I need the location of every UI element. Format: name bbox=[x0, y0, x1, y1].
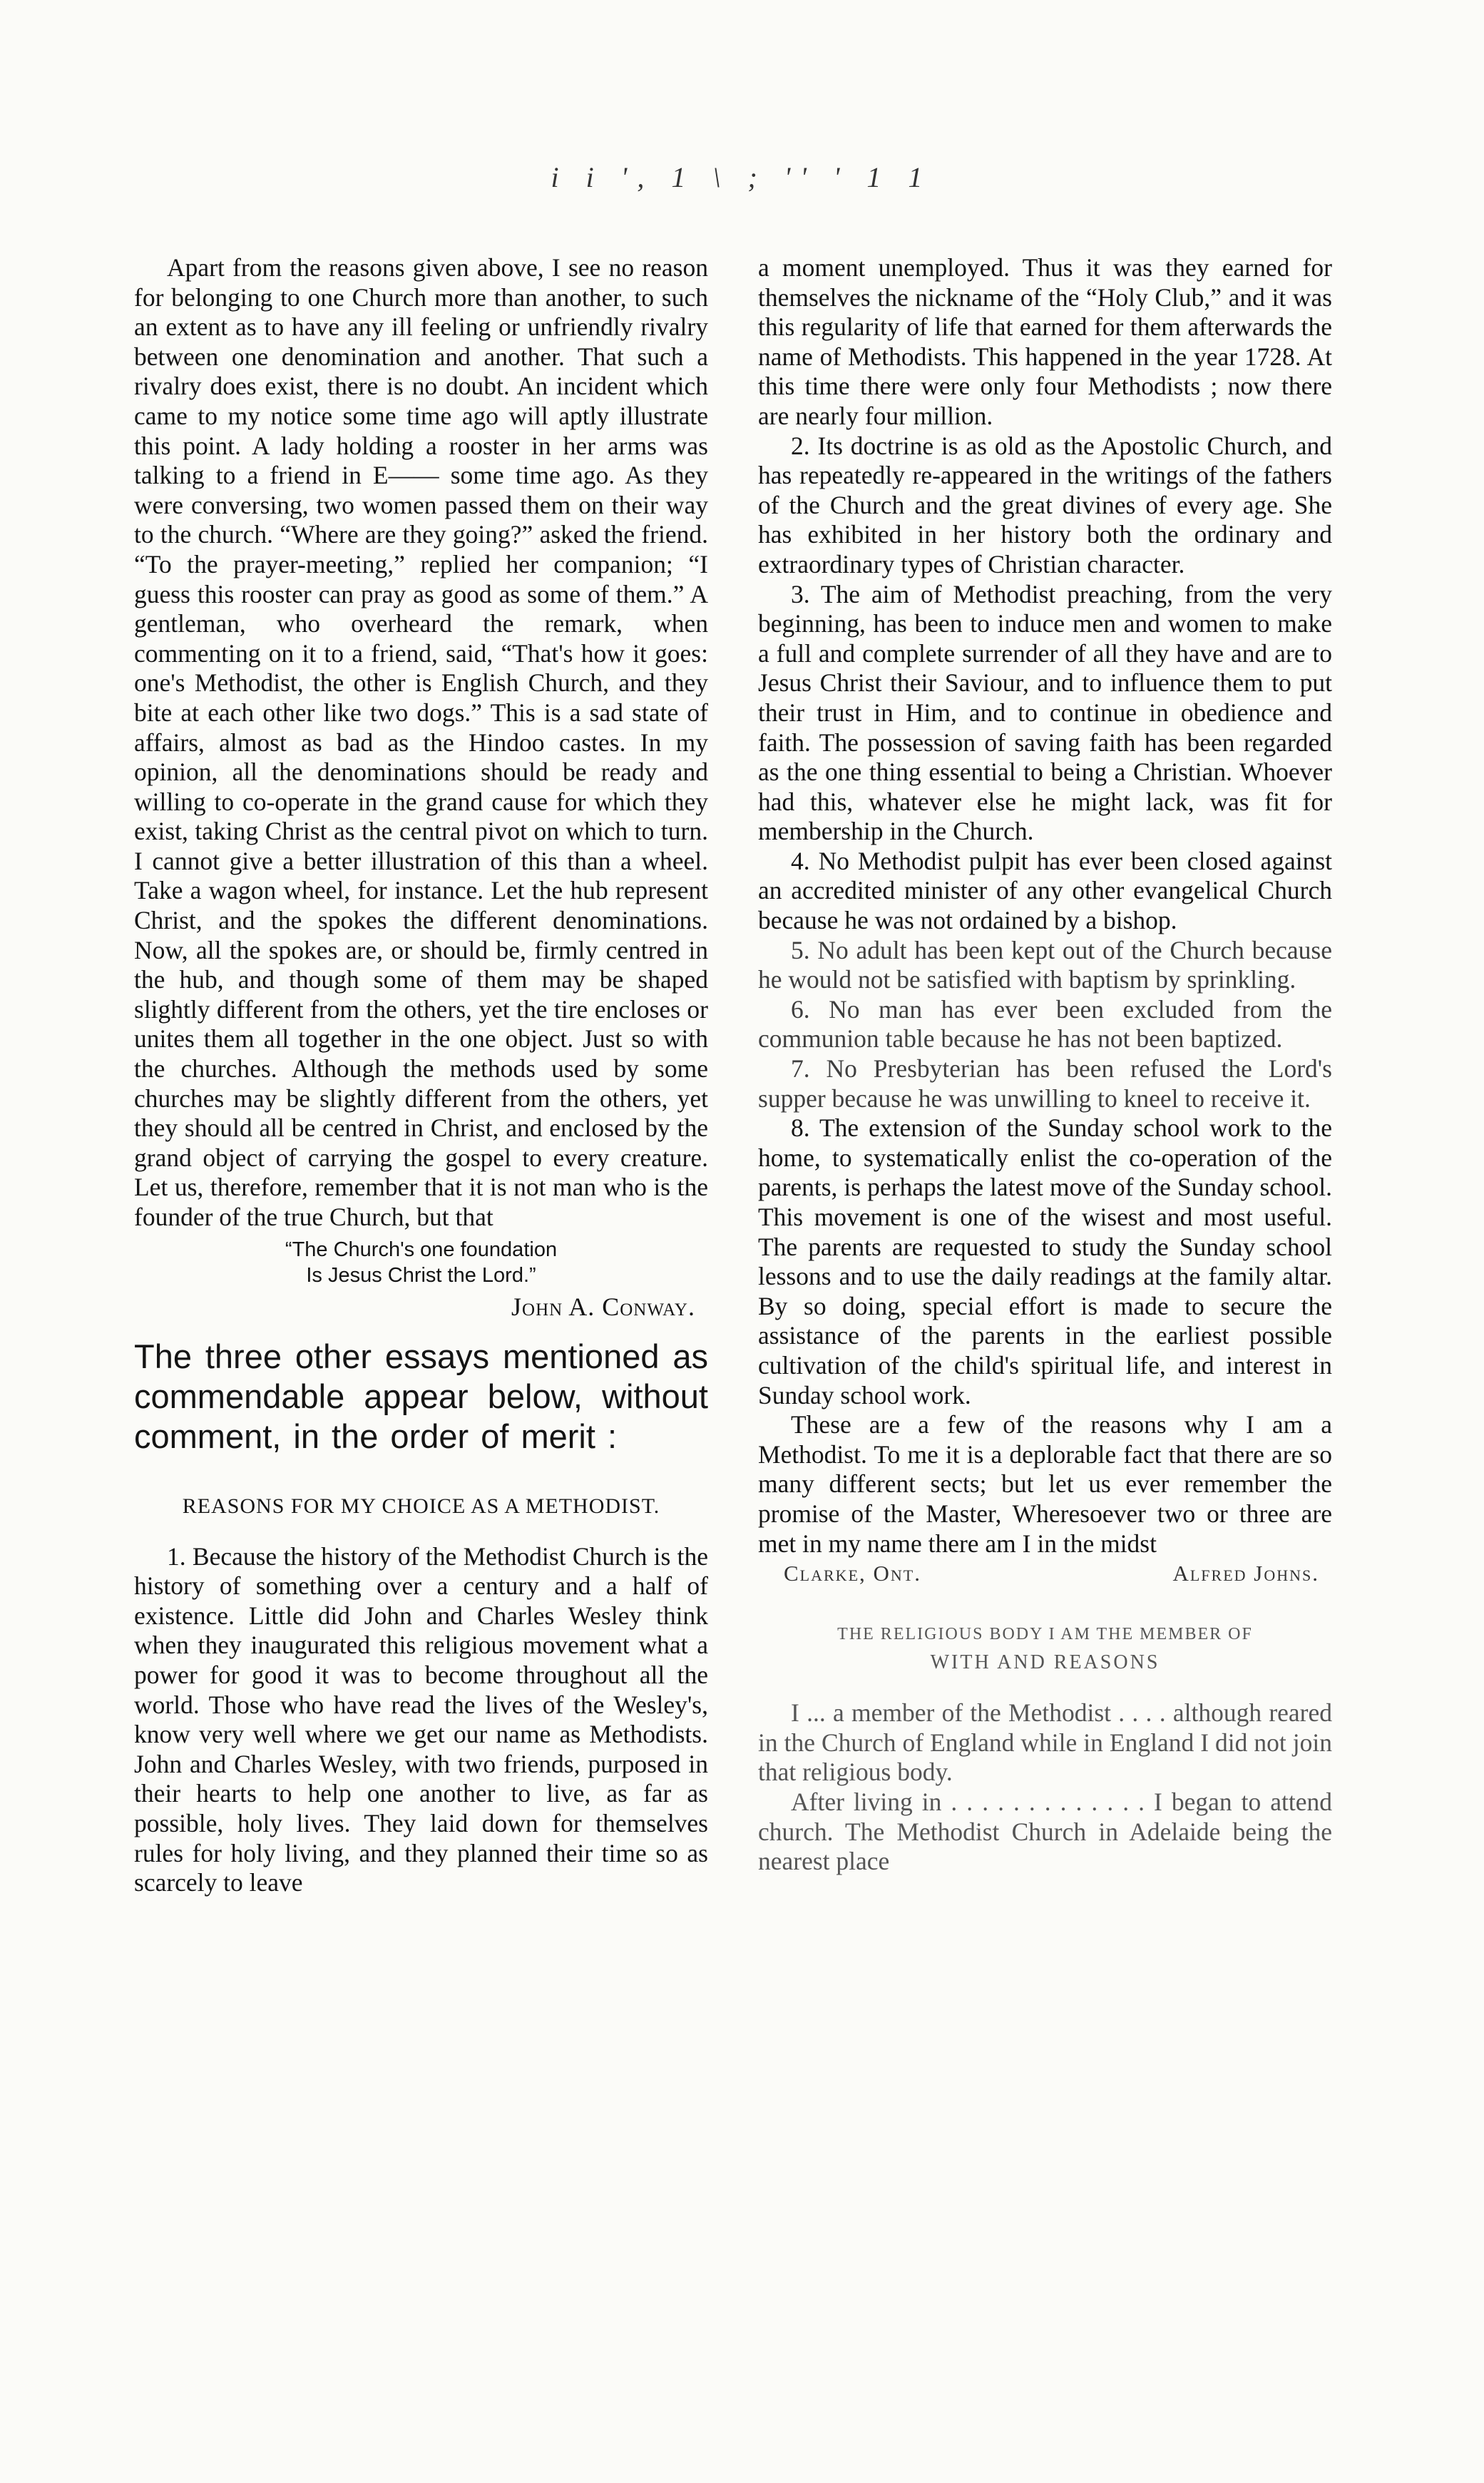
third-essay-paragraph-2: After living in . . . . . . . . . . . . . I began to attend church. The Methodist Church in Adelaide being the nearest place bbox=[758, 1787, 1332, 1876]
third-essay-title bbox=[779, 1620, 1311, 1677]
signature-place: Clarke, Ont. bbox=[784, 1561, 921, 1586]
essay-point-7: 7. No Presbyterian has been refused the Lord's supper because he was unwilling to kneel to receive it. bbox=[758, 1054, 1332, 1113]
essay-closing: These are a few of the reasons why I am a Methodist. To me it is a deplorable fact that there are so many different sects; but let us ever remember the promise of the Master, Wheresoever two or three are met in my name there am I in the midst bbox=[758, 1410, 1332, 1558]
signature-name: Alfred Johns. bbox=[1172, 1561, 1319, 1586]
johns-signature-row bbox=[758, 1559, 1332, 1589]
essay-point-6: 6. No man has ever been excluded from the communion table because he has not been baptized. bbox=[758, 994, 1332, 1054]
third-essay-paragraph-1: I ... a member of the Methodist . . . . although reared in the Church of England while in England I did not join that religious body. bbox=[758, 1698, 1332, 1787]
page-header: i i ', 1 \ ; '' ' 1 1 bbox=[551, 161, 933, 193]
author-signature: John A. Conway. bbox=[511, 1292, 695, 1321]
hymn-quote-line-2: Is Jesus Christ the Lord.” bbox=[306, 1263, 536, 1287]
hymn-quote-line-1: “The Church's one foundation bbox=[285, 1238, 558, 1261]
editor-intro: The three other essays mentioned as commendable appear below, without comment, in the order of merit : bbox=[134, 1337, 708, 1455]
hymn-quote bbox=[134, 1237, 708, 1288]
essay-point-1: 1. Because the history of the Methodist Church is the history of something over a century and a half of existence. Little did John and Charles Wesley think when they inaugurated this religious movement what a power for good it was to become throughout all the world. Those who have read the lives of the Wesley's, know very well where we get our name as Methodists. John and Charles Wesley, with two friends, purposed in their hearts to help one another to live, as far as possible, holy lives. They laid down for themselves rules for holy living, and they planned their time so as scarcely to leave bbox=[134, 1541, 708, 1897]
essay-point-8: 8. The extension of the Sunday school work to the home, to systematically enlist the co-operation of the parents, is perhaps the latest move of the Sunday school. This movement is one of the wisest and most useful. The parents are requested to study the Sunday school lessons and to use the daily readings at the family altar. By so doing, special effort is made to secure the assistance of the parents in the earliest possible cultivation of the child's spiritual life, and interest in Sunday school work. bbox=[758, 1113, 1332, 1409]
conway-essay-paragraph: Apart from the reasons given above, I see no reason for belonging to one Church more than another, to such an extent as to have any ill feeling or unfriendly rivalry between one denomination and another. That such a rivalry does exist, there is no doubt. An incident which came to my notice some time ago will aptly illustrate this point. A lady holding a rooster in her arms was talking to a friend in E—— some time ago. As they were conversing, two women passed them on their way to the church. “Where are they going?” asked the friend. “To the prayer-meeting,” replied her companion; “I guess this rooster can pray as good as some of them.” A gentleman, who overheard the remark, when commenting on it to a friend, said, “That's how it goes: one's Methodist, the other is English Church, and they bite at each other like two dogs.” This is a sad state of affairs, almost as bad as the Hindoo castes. In my opinion, all the denominations should be ready and willing to co-operate in the grand cause for which they exist, taking Christ as the central pivot on which to turn. I cannot give a better illustration of this than a wheel. Take a wagon wheel, for instance. Let the hub represent Christ, and the spokes the different denominations. Now, all the spokes are, or should be, firmly centred in the hub, and though some of them may be shaped slightly different from the others, yet the tire encloses or unites them all together in the one object. Just so with the churches. Although the methods used by some churches may be slightly different from the others, yet they should all be centred in Christ, and enclosed by the grand object of carrying the gospel to every creature. Let us, therefore, remember that it is not man who is the founder of the true Church, but that bbox=[134, 253, 708, 1231]
left-column bbox=[134, 253, 708, 1898]
essay-point-3: 3. The aim of Methodist preaching, from the very beginning, has been to induce men and women to make a full and complete surrender of all they have and are to Jesus Christ their Saviour, and to influence them to put their trust in Him, and to continue in obedience and faith. The possession of saving faith has been regarded as the one thing essential to being a Christian. Whoever had this, whatever else he might lack, was fit for membership in the Church. bbox=[758, 579, 1332, 846]
essay-point-5: 5. No adult has been kept out of the Church because he would not be satisfied with baptism by sprinkling. bbox=[758, 935, 1332, 994]
essay-point-2: 2. Its doctrine is as old as the Apostolic Church, and has repeatedly re-appeared in the writings of the fathers of the Church and the great divines of every age. She has exhibited in her history both the ordinary and extraordinary types of Christian character. bbox=[758, 431, 1332, 578]
essay-title: REASONS FOR MY CHOICE AS A METHODIST. bbox=[182, 1494, 660, 1518]
third-essay-title-line-2: WITH AND REASONS bbox=[930, 1651, 1160, 1674]
essay-point-4: 4. No Methodist pulpit has ever been closed against an accredited minister of any other evangelical Church because he was not ordained by a bishop. bbox=[758, 846, 1332, 935]
essay-continuation: a moment unemployed. Thus it was they earned for themselves the nickname of the “Holy Club,” and it was this regularity of life that earned for them afterwards the name of Methodists. This happened in the year 1728. At this time there were only four Methodists ; now there are nearly four million. bbox=[758, 253, 1332, 430]
third-essay-title-line-1: THE RELIGIOUS BODY I AM THE MEMBER OF bbox=[837, 1625, 1253, 1644]
right-column bbox=[758, 253, 1332, 1877]
